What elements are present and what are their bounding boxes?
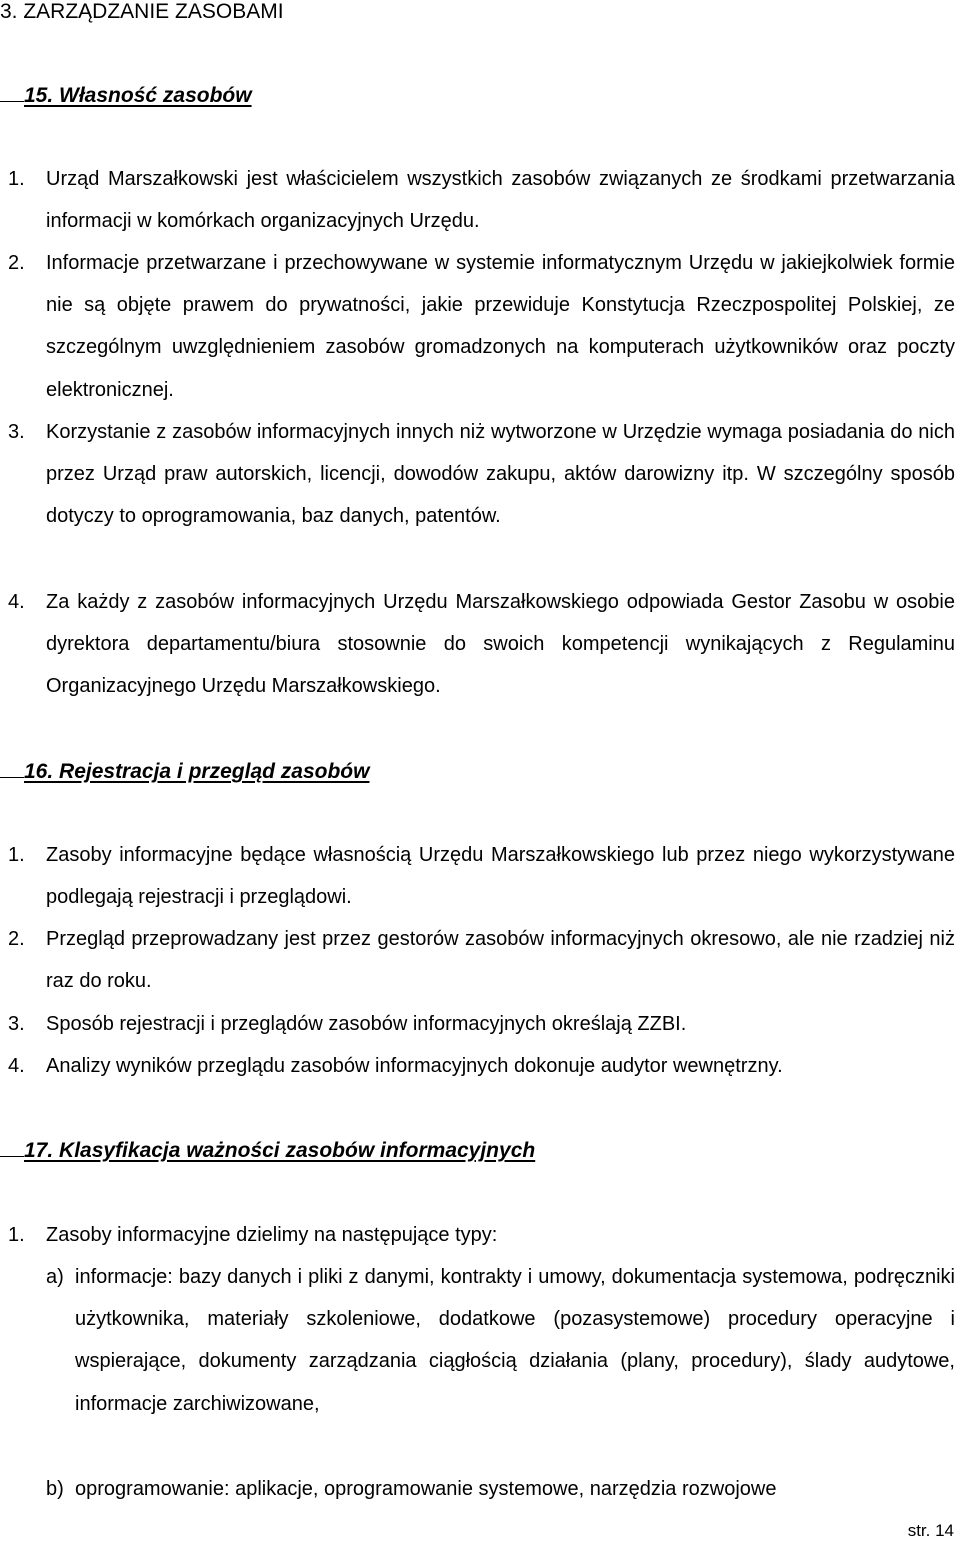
chapter-title: 3. ZARZĄDZANIE ZASOBAMI bbox=[0, 0, 284, 23]
sub-list-item bbox=[46, 1256, 955, 1425]
item-number: 1. bbox=[8, 844, 25, 866]
page-number: str. 14 bbox=[907, 1521, 954, 1540]
list-item bbox=[8, 918, 955, 1002]
list-item bbox=[8, 1045, 955, 1087]
item-text: Zasoby informacyjne będące własnością Urzędu Marszałkowskiego lub przez niego wykorzystywane podlegają rejestracji i przeglądowi. bbox=[46, 844, 955, 909]
item-number: 2. bbox=[8, 928, 25, 950]
sub-list-item bbox=[46, 1468, 955, 1510]
item-text: Urząd Marszałkowski jest właścicielem wszystkich zasobów związanych ze środkami przetwarzania informacji w komórkach organizacyjnych Urzędu. bbox=[46, 168, 955, 233]
list-item bbox=[8, 834, 955, 918]
item-text: Zasoby informacyjne dzielimy na następujące typy: bbox=[46, 1224, 498, 1246]
list-item bbox=[8, 581, 955, 708]
list-item bbox=[8, 1003, 955, 1045]
heading-underline-lead bbox=[0, 1138, 24, 1157]
subitem-letter: b) bbox=[46, 1478, 64, 1500]
item-number: 1. bbox=[8, 1224, 25, 1246]
subitem-text: oprogramowanie: aplikacje, oprogramowanie systemowe, narzędzia rozwojowe bbox=[75, 1478, 777, 1500]
subitem-letter: a) bbox=[46, 1266, 64, 1288]
section-heading-16 bbox=[0, 758, 369, 786]
list-item bbox=[8, 242, 955, 411]
item-number: 4. bbox=[8, 591, 25, 613]
item-number: 2. bbox=[8, 252, 25, 274]
item-number: 1. bbox=[8, 168, 25, 190]
section-heading-17 bbox=[0, 1137, 535, 1165]
list-item bbox=[8, 1214, 955, 1256]
list-item bbox=[8, 158, 955, 242]
item-text: Sposób rejestracji i przeglądów zasobów informacyjnych określają ZZBI. bbox=[46, 1013, 687, 1035]
section-title: 15. Własność zasobów bbox=[24, 84, 252, 107]
item-number: 3. bbox=[8, 421, 25, 443]
item-text: Za każdy z zasobów informacyjnych Urzędu Marszałkowskiego odpowiada Gestor Zasobu w osobie dyrektora departamentu/biura stosownie do swoich kompetencji wynikających z Regulaminu Organizacyjnego Urzędu Marszałkowskiego. bbox=[46, 591, 955, 698]
item-text: Informacje przetwarzane i przechowywane w systemie informatycznym Urzędu w jakiejkolwiek formie nie są objęte prawem do prywatności, jakie przewiduje Konstytucja Rzeczpospolitej Polskiej, ze szczególnym uwzględnieniem zasobów gromadzonych na komputerach użytkowników oraz poczty elektronicznej. bbox=[46, 252, 955, 401]
subitem-text: informacje: bazy danych i pliki z danymi, kontrakty i umowy, dokumentacja systemowa, podręczniki użytkownika, materiały szkoleniowe, dodatkowe (pozasystemowe) procedury operacyjne i wspierające, dokumenty zarządzania ciągłością działania (plany, procedury), ślady audytowe, informacje zarchiwizowane, bbox=[75, 1266, 955, 1415]
heading-underline-lead bbox=[0, 759, 24, 778]
section-title: 17. Klasyfikacja ważności zasobów informacyjnych bbox=[24, 1139, 536, 1162]
item-text: Analizy wyników przeglądu zasobów informacyjnych dokonuje audytor wewnętrzny. bbox=[46, 1055, 783, 1077]
heading-underline-lead bbox=[0, 83, 24, 102]
list-item bbox=[8, 411, 955, 538]
item-text: Przegląd przeprowadzany jest przez gestorów zasobów informacyjnych okresowo, ale nie rzadziej niż raz do roku. bbox=[46, 928, 955, 993]
item-text: Korzystanie z zasobów informacyjnych innych niż wytworzone w Urzędzie wymaga posiadania do nich przez Urząd praw autorskich, licencji, dowodów zakupu, aktów darowizny itp. W szczególny sposób dotyczy to oprogramowania, baz danych, patentów. bbox=[46, 421, 955, 528]
section-heading-15 bbox=[0, 82, 252, 110]
section-title: 16. Rejestracja i przegląd zasobów bbox=[24, 760, 370, 783]
item-number: 3. bbox=[8, 1013, 25, 1035]
item-number: 4. bbox=[8, 1055, 25, 1077]
